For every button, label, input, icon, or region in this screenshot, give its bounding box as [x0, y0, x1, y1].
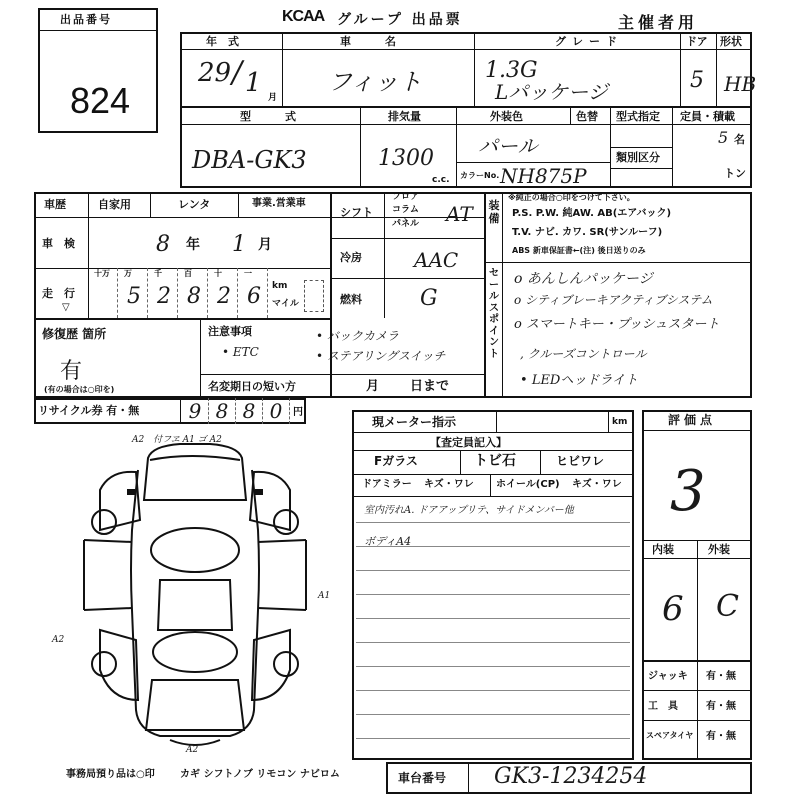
month-unit: 月	[268, 93, 278, 103]
mileage-digit-label: 千	[154, 269, 162, 278]
year-slash: /	[232, 55, 243, 90]
shift-value: AT	[446, 202, 473, 226]
color-label: 外装色	[490, 110, 523, 123]
shift-label: シフト	[340, 206, 373, 219]
shift-floor[interactable]: フロア	[392, 192, 420, 202]
spare-label: スペアタイヤ	[646, 731, 694, 740]
equipment-row3: ABS 新車保証書←(注) 後日送りのみ	[512, 246, 646, 255]
recycle-digit: 9	[182, 398, 209, 424]
repair-label: 修復歴 箇所	[42, 327, 107, 341]
mileage-arrow: ▽	[62, 302, 70, 313]
interior-label: 内装	[652, 543, 674, 556]
year-value: 29	[198, 58, 232, 88]
rename-label: 名変期日の短い方	[208, 380, 296, 393]
lot-box	[38, 8, 158, 133]
note-back-camera: • バックカメラ	[316, 329, 399, 343]
notes-label: 注意事項	[208, 325, 252, 338]
mileage-digit-cell	[178, 268, 208, 318]
model-value: DBA-GK3	[192, 146, 307, 174]
color-no-value: NH875P	[500, 164, 587, 188]
grade-line2: Lパッケージ	[495, 80, 608, 104]
mileage-digit-value: 6	[247, 284, 261, 309]
recycle-label: リサイクル券 有・無	[38, 404, 140, 417]
rename-month: 月	[366, 379, 380, 394]
spare-value: 有・無	[706, 731, 736, 742]
rating-label: 評価点	[668, 413, 717, 427]
comment-rule	[356, 642, 630, 643]
diagram-bottom-note: A2	[186, 745, 199, 755]
brand: KCAA	[282, 8, 325, 25]
fuel-label: 燃料	[340, 293, 362, 306]
form-title: グループ 出品票	[337, 12, 463, 28]
tools-label: 工 具	[648, 701, 678, 712]
comment-rule	[356, 594, 630, 595]
grade-label: グレード	[555, 35, 623, 48]
shift-panel[interactable]: パネル	[392, 219, 420, 229]
glass-label: Fガラス	[374, 454, 418, 468]
inspection-year: 8	[156, 232, 170, 257]
body-label: 形状	[720, 35, 742, 48]
km-unit: km	[272, 281, 288, 291]
inspector-label: 【査定員記入】	[430, 436, 507, 449]
equipment-note: ※純正の場合○印をつけて下さい。	[508, 193, 635, 202]
interior-value: 6	[662, 589, 684, 629]
jack-value: 有・無	[706, 671, 736, 682]
selling-point-2: o シティブレーキアクティブシステム	[514, 293, 713, 307]
history-label: 車歴	[44, 198, 66, 211]
comment-rule	[356, 522, 630, 523]
ac-label: 冷房	[340, 251, 362, 264]
mileage-digit-cell	[148, 268, 178, 318]
comment-rule	[356, 738, 630, 739]
equipment-label: 装 備	[488, 199, 500, 225]
office-note: 事務局預り品は○印	[66, 769, 155, 780]
mirror-scratch: キズ・ワレ	[424, 479, 474, 490]
color-value: パール	[478, 134, 538, 158]
capacity-unit: 名	[734, 133, 745, 146]
mileage-digit-cell	[118, 268, 148, 318]
mileage-digit-value: 5	[127, 284, 141, 309]
history-business[interactable]: 事業.営業車	[252, 198, 306, 209]
comment-rule	[356, 714, 630, 715]
mileage-label: 走 行	[42, 287, 75, 300]
doors-value: 5	[690, 68, 704, 93]
exterior-label: 外装	[708, 543, 730, 556]
mileage-digit-cell	[88, 268, 118, 318]
note-steering: • ステアリングスイッチ	[316, 349, 446, 363]
diagram-top-note: A2 付フヱ A1 ゴ A2	[132, 435, 222, 445]
chip-label: トビ石	[474, 453, 516, 469]
rename-day: 日まで	[410, 379, 450, 394]
comment-rule	[356, 666, 630, 667]
comment-line1: 室内汚れA. ドアアップリテ、サイドメンバー他	[364, 505, 574, 516]
repair-value: 有	[60, 359, 83, 384]
inspection-year-unit: 年	[186, 237, 200, 253]
recycle-digit: 0	[263, 398, 290, 424]
repair-note: (有の場合は○印を)	[44, 385, 115, 394]
wheel-scratch: キズ・ワレ	[572, 479, 622, 490]
selling-point-4: , クルーズコントロール	[520, 347, 647, 361]
note-etc: • ETC	[222, 345, 259, 359]
mileage-digit-label: 十	[214, 269, 222, 278]
crack-label: ヒビワレ	[556, 454, 605, 468]
mileage-digit-value: 8	[187, 284, 201, 309]
office-items: カギ シフトノブ リモコン ナビロム	[180, 769, 340, 780]
meter-km: km	[612, 417, 628, 427]
wheel-label: ホイール(CP)	[496, 479, 560, 490]
year-label: 年 式	[206, 35, 239, 48]
meter-km-divider	[608, 410, 609, 432]
car-diagram	[40, 430, 340, 760]
comment-rule	[356, 690, 630, 691]
history-private[interactable]: 自家用	[98, 198, 131, 211]
diagram-left-note: A2	[52, 635, 65, 645]
equipment-row2: T.V. ナビ. カワ. SR(サンルーフ)	[512, 227, 663, 238]
name-label: 車 名	[340, 35, 400, 48]
inspection-month: 1	[232, 232, 246, 257]
host-use: 主催者用	[618, 13, 699, 32]
mileage-digit-label: 万	[124, 269, 132, 278]
inspection-month-unit: 月	[258, 237, 272, 253]
recycle-digit: 8	[209, 398, 236, 424]
mileage-digit-label: 一	[244, 269, 252, 278]
diagram-right-note: A1	[318, 591, 331, 601]
mileage-digit-value: 2	[157, 284, 171, 309]
equipment-row1: P.S. P.W. 純AW. AB(エアバック)	[512, 208, 672, 219]
fuel-value: G	[420, 286, 438, 311]
car-name: フィット	[328, 68, 423, 96]
jack-label: ジャッキ	[648, 671, 688, 682]
comment-line2: ボディA4	[364, 535, 412, 548]
chassis-label: 車台番号	[398, 771, 447, 785]
chassis-value: GK3-1234254	[494, 764, 648, 789]
cc-unit: c.c.	[432, 175, 450, 185]
inspection-label: 車 検	[42, 237, 75, 250]
mile-unit: マイル	[272, 299, 299, 309]
color-no-label: カラーNo.	[460, 171, 500, 180]
capacity-value: 5	[718, 128, 729, 147]
grade-line1: 1.3G	[485, 58, 538, 83]
selling-points-label: セ ー ル ス ポ イ ン ト	[489, 268, 499, 360]
selling-point-5: • LEDヘッドライト	[520, 373, 638, 388]
mileage-digit-value: 2	[217, 284, 231, 309]
lot-number: 824	[70, 80, 131, 121]
mileage-digit-cell	[238, 268, 268, 318]
tools-value: 有・無	[706, 701, 736, 712]
comment-rule	[356, 618, 630, 619]
mileage-digit-label: 十万	[94, 269, 110, 278]
history-rental[interactable]: レンタ	[178, 198, 211, 211]
lot-label: 出品番号	[60, 13, 112, 26]
recycle-unit: 円	[293, 407, 303, 418]
displacement-label: 排気量	[388, 110, 421, 123]
type-spec-label: 型式指定	[616, 110, 660, 123]
mileage-digit-label: 百	[184, 269, 192, 278]
ac-value: AAC	[414, 248, 459, 272]
rating-score: 3	[670, 459, 706, 524]
meter-label: 現メーター指示	[372, 415, 457, 429]
doors-label: ドア	[686, 35, 708, 48]
displacement-value: 1300	[378, 146, 434, 171]
comment-rule	[356, 570, 630, 571]
recycle-digit: 8	[236, 398, 263, 424]
capacity-label: 定員・積載	[680, 110, 735, 123]
ton-unit: トン	[724, 167, 746, 180]
body-value: HB	[724, 72, 757, 96]
shift-column[interactable]: コラム	[392, 205, 419, 215]
recolor-label: 色替	[576, 110, 598, 123]
selling-point-3: o スマートキー・プッシュスタート	[514, 317, 720, 332]
month-value: 1	[245, 68, 262, 98]
exterior-value: C	[716, 589, 739, 624]
mirror-label: ドアミラー	[362, 479, 412, 490]
model-label: 型 式	[240, 110, 300, 123]
mile-checkbox[interactable]	[304, 280, 324, 312]
class-label: 類別区分	[616, 151, 660, 164]
selling-point-1: o あんしんパッケージ	[514, 271, 653, 287]
mileage-digit-cell	[208, 268, 238, 318]
